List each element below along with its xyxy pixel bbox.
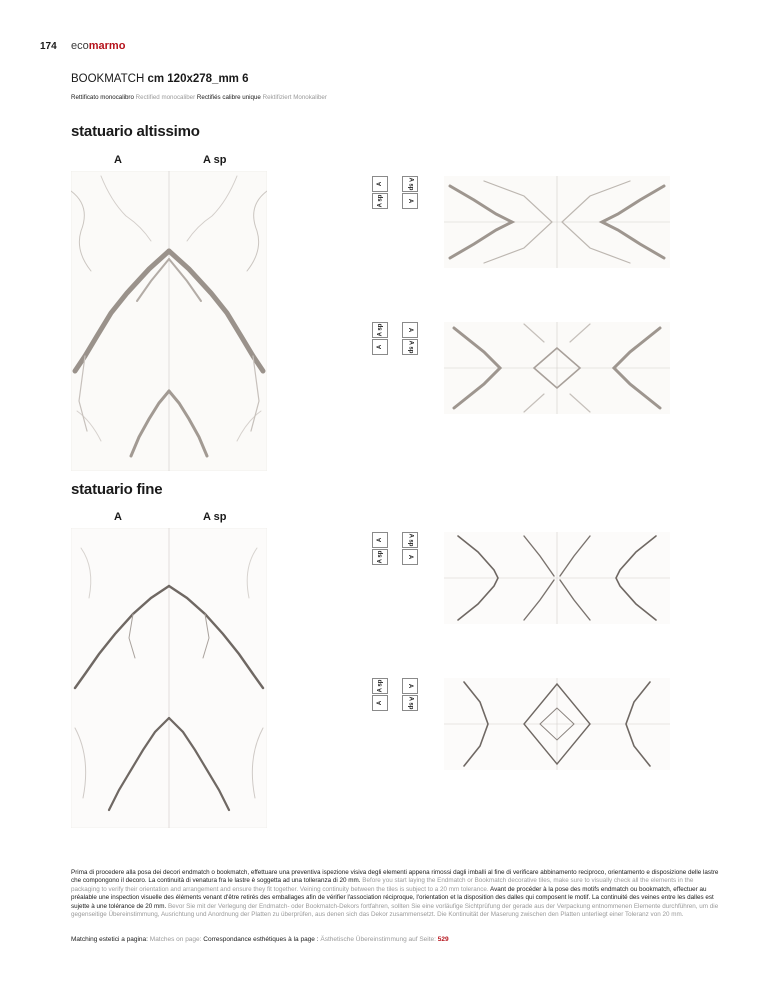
legend-cell: A: [377, 344, 383, 350]
matching-de: Ästhetische Übereinstimmung auf Seite:: [320, 936, 438, 943]
page-title: [71, 73, 249, 85]
bookmatch-layout-diamond-1: [444, 322, 670, 414]
bookmatch-layout-horizontal-2: [444, 532, 670, 624]
legend-cell: A: [377, 537, 383, 543]
bookmatch-slab-pair-fine: [71, 528, 267, 828]
column-label-a-sp: A sp: [203, 511, 227, 523]
notes-en: Before you start laying the Endmatch or Bookmatch decorative tiles, make sure to visually check all the elements in the packaging to verify their orientation and arrangement and ensure they fit together. Veining continuity between the tiles is subject to a 20 mm tolerance.: [71, 877, 694, 893]
column-label-a-sp: A sp: [203, 154, 227, 166]
subtitle-it: Rettificato monocalibro: [71, 94, 134, 101]
section-title-altissimo: statuario altissimo: [71, 123, 200, 140]
legend-cell: A sp: [377, 679, 383, 693]
bookmatch-layout-diamond-2: [444, 678, 670, 770]
bookmatch-layout-horizontal-1: [444, 176, 670, 268]
title-light: BOOKMATCH: [71, 73, 148, 85]
legend-cell: A sp: [377, 323, 383, 337]
subtitle-en: Rectified monocaliber: [135, 94, 196, 101]
matching-it: Matching estetici a pagina:: [71, 936, 150, 943]
legend-cell: A sp: [407, 696, 413, 710]
matching-reference: [71, 936, 449, 943]
legend-cell: A sp: [377, 550, 383, 564]
notes-it: Prima di procedere alla posa dei decori endmatch o bookmatch, effettuare una preventiva ispezione visiva degli elementi appena rimossi dagli imballi al fine di verificare abbinamento reciproco, orientamento e disposizione delle lastre che compongono il decoro. La continuità di venatura fra le lastre è soggetta ad una tolleranza di 20 mm.: [71, 869, 719, 885]
notes-de: Bevor Sie mit der Verlegung der Endmatch- oder Bookmatch-Dekors fortfahren, sollten Sie eine vorläufige Sichtprüfung der gerade aus der Verpackung entnommenen Elemente durchführen, um die gegenseitige Übereinstimmung, Ausrichtung und Anordnung der Platten zu überprüfen, aus denen sich das Dekor zusammensetzt. Die Kontinuität der Maserung zwischen den Platten unterliegt einer Toleranz von 20 mm.: [71, 902, 719, 919]
legend-cell: A sp: [377, 194, 383, 208]
brand-logo: [71, 40, 125, 52]
legend-cell: A sp: [407, 533, 413, 547]
page-number: 174: [40, 41, 57, 52]
matching-page-link[interactable]: 529: [437, 936, 449, 943]
notes-fr: Avant de procéder à la pose des motifs endmatch ou bookmatch, effectuer au préalable une inspection visuelle des éléments venant d'être retirés des emballages afin de vérifier l'association réciproque, l'orientation et la disposition des dalles qui composent le motif. La continuité des veines entre les dalles est sujette à une tolérance de 20 mm.: [71, 885, 714, 910]
legend-cell: A: [377, 181, 383, 187]
layout-legend-2: [368, 322, 413, 356]
matching-en: Matches on page:: [149, 936, 204, 943]
layout-legend-3: [368, 532, 413, 566]
legend-cell: A: [407, 554, 413, 560]
column-label-a: A: [114, 154, 122, 166]
section-title-fine: statuario fine: [71, 481, 163, 498]
layout-legend-1: [368, 176, 413, 210]
legend-cell: A: [377, 700, 383, 706]
legend-cell: A sp: [407, 177, 413, 191]
layout-legend-4: [368, 678, 413, 712]
legend-cell: A: [407, 198, 413, 204]
product-subtitle: [71, 94, 327, 101]
installation-notes: [71, 869, 721, 919]
matching-fr: Correspondance esthétiques à la page :: [203, 936, 321, 943]
legend-cell: A: [407, 683, 413, 689]
legend-cell: A: [407, 327, 413, 333]
subtitle-fr: Rectifiés calibre unique: [196, 94, 261, 101]
column-label-a: A: [114, 511, 122, 523]
subtitle-de: Rektifiziert Monokaliber: [262, 94, 327, 101]
legend-cell: A sp: [407, 340, 413, 354]
title-bold: cm 120x278_mm 6: [147, 73, 249, 85]
brand-part-eco: eco: [71, 40, 89, 52]
brand-part-marmo: marmo: [88, 40, 126, 52]
bookmatch-slab-pair-altissimo: [71, 171, 267, 471]
